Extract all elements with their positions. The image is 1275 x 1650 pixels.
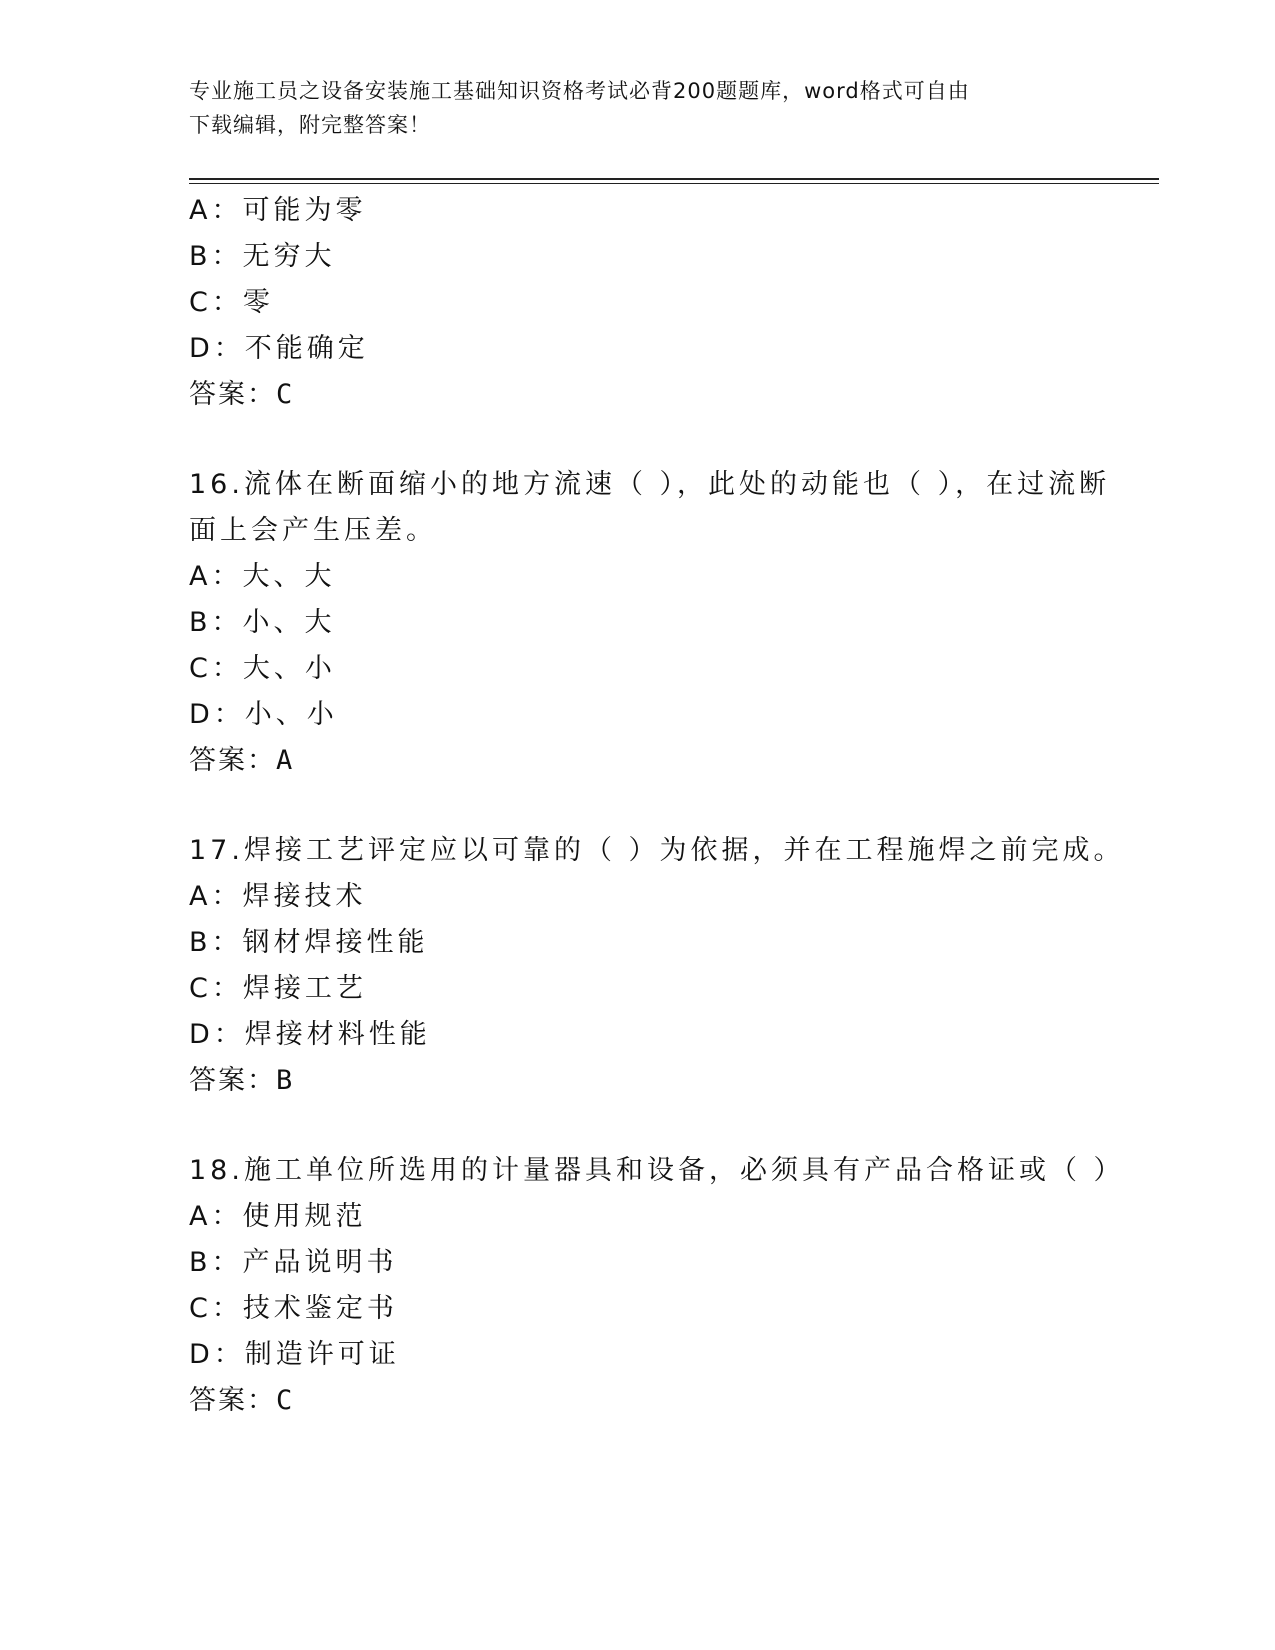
header-divider-thick <box>189 178 1159 180</box>
option-b: B：小、大 <box>189 607 336 638</box>
option-c: C：零 <box>189 287 274 318</box>
answer-line <box>189 738 1089 784</box>
option-b: B：无穷大 <box>189 241 336 272</box>
option-b: B：钢材焊接性能 <box>189 927 429 958</box>
question-stem: 16.流体在断面缩小的地方流速（ ），此处的动能也（ ），在过流断 <box>189 469 1111 500</box>
option-a: A：焊接技术 <box>189 881 367 912</box>
answer-label: 答案： <box>189 1065 276 1096</box>
answer-value: A <box>276 745 295 776</box>
option-d: D：焊接材料性能 <box>189 1019 431 1050</box>
answer-label: 答案： <box>189 745 276 776</box>
header-title-line-2: 下载编辑，附完整答案！ <box>189 113 431 137</box>
question-stem-continued: 面上会产生压差。 <box>189 515 437 546</box>
header-title-line-1: 专业施工员之设备安装施工基础知识资格考试必背200题题库，word格式可自由 <box>189 79 970 103</box>
answer-label: 答案： <box>189 1385 276 1416</box>
answer-value: C <box>276 379 295 410</box>
question-list <box>189 188 1125 1424</box>
question-16 <box>189 462 1111 784</box>
question-stem: 18.施工单位所选用的计量器具和设备，必须具有产品合格证或（ ） <box>189 1155 1125 1186</box>
answer-line <box>189 372 1089 418</box>
option-a: A：可能为零 <box>189 195 367 226</box>
question-18 <box>189 1148 1125 1424</box>
option-b: B：产品说明书 <box>189 1247 398 1278</box>
option-d: D：制造许可证 <box>189 1339 400 1370</box>
answer-line <box>189 1378 1089 1424</box>
document-header <box>189 74 1089 142</box>
option-c: C：技术鉴定书 <box>189 1293 398 1324</box>
answer-value: C <box>276 1385 295 1416</box>
option-a: A：使用规范 <box>189 1201 367 1232</box>
option-c: C：大、小 <box>189 653 336 684</box>
option-d: D：小、小 <box>189 699 338 730</box>
option-c: C：焊接工艺 <box>189 973 367 1004</box>
question-15 <box>189 188 1089 418</box>
option-a: A：大、大 <box>189 561 336 592</box>
answer-value: B <box>276 1065 295 1096</box>
header-divider-thin <box>189 183 1159 184</box>
question-17 <box>189 828 1125 1104</box>
question-stem: 17.焊接工艺评定应以可靠的（ ）为依据，并在工程施焊之前完成。 <box>189 835 1125 866</box>
answer-label: 答案： <box>189 379 276 410</box>
answer-line <box>189 1058 1089 1104</box>
option-d: D：不能确定 <box>189 333 369 364</box>
